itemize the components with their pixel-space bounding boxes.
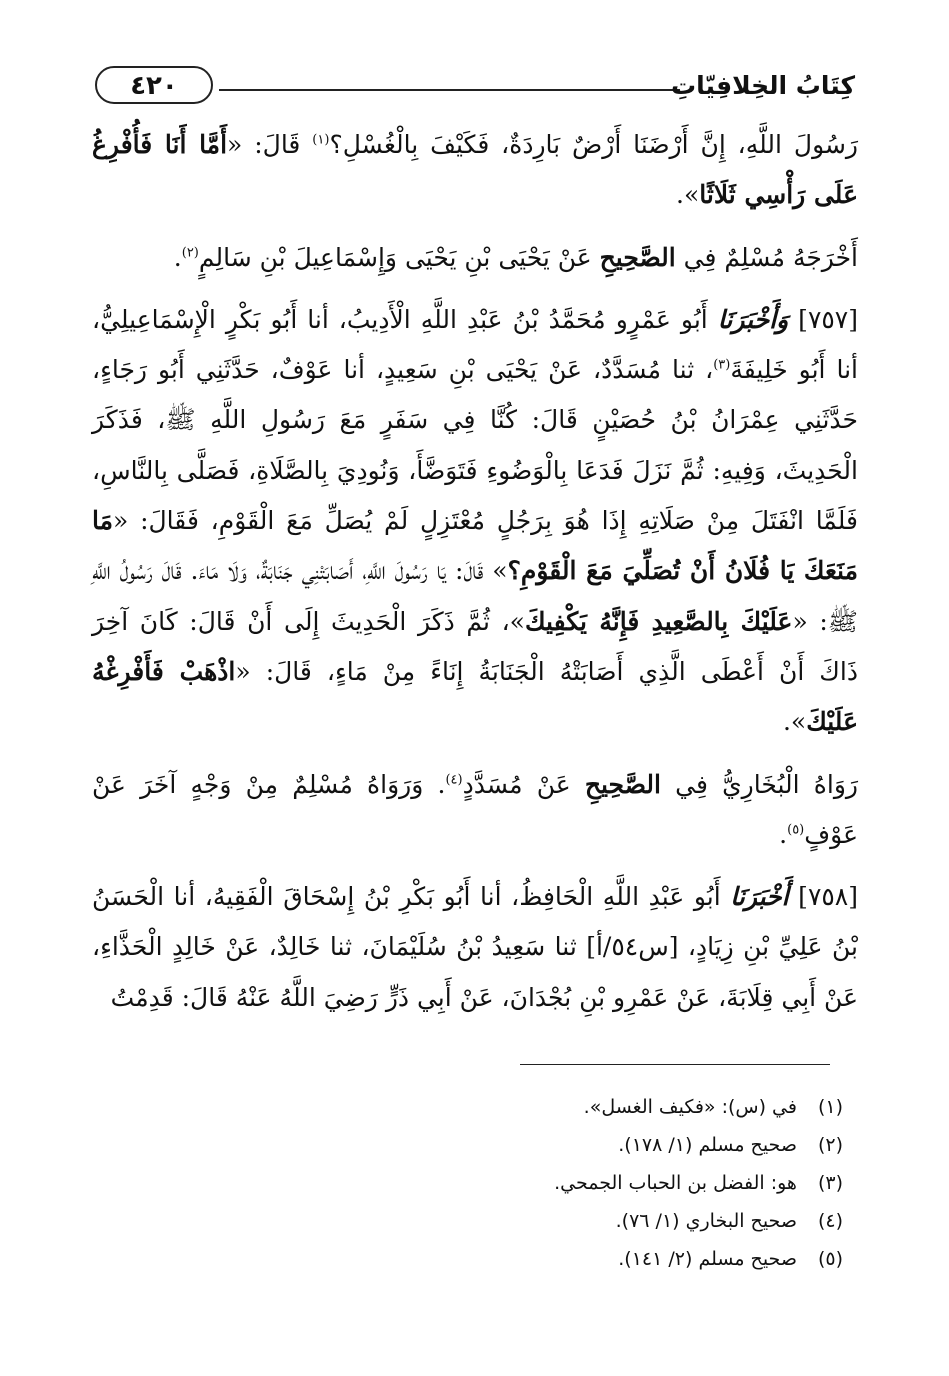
hadith-number: [٧٥٨] [788,882,858,912]
hadith-758 [92,872,858,1023]
text-run: رَسُولَ اللَّهِ، إِنَّ أَرْضَنَا أَرْضٌ بَارِدَةٌ، فَكَيْفَ بِالْغُسْلِ؟ [329,130,858,159]
text-run: ، ثنا مُسَدَّدٌ، عَنْ يَحْيَى بْنِ سَعِيدٍ، أنا عَوْفٌ، حَدَّثَنِي أَبُو رَجَاءٍ، حَدَّثَنِي عِمْرَانُ بْنُ حُصَيْنٍ قَالَ: كُنَّا فِي سَفَرٍ مَعَ رَسُولِ اللَّهِ ﷺ، فَذَكَرَ الْحَدِيثَ، وَفِيهِ: ثُمَّ نَزَلَ فَدَعَا بِالْوَضُوءِ فَتَوَضَّأَ، وَنُودِيَ بِالصَّلَاةِ، فَصَلَّى بِالنَّاسِ، فَلَمَّا انْفَتَلَ مِنْ صَلَاتِهِ إِذَا هُوَ بِرَجُلٍ مُعْتَزِلٍ لَمْ يُصَلِّ مَعَ الْقَوْمِ، فَقَالَ: « [92,355,858,536]
prophet-quote: مَا مَنَعَكَ يَا فُلَانُ أَنْ تُصَلِّيَ مَعَ الْقَوْمِ؟ [92,506,858,586]
footnote-ref: (٥) [787,822,805,838]
text-run: » قَالَ: يَا رَسُولَ اللَّهِ، أَصَابَتْنِي جَنَابَةٌ، وَلَا مَاءَ. قَالَ رَسُولُ اللَّهِ ﷺ: « [92,556,858,636]
text-run: . [173,242,182,272]
running-title: كِتَابُ الخِلافِيّاتِ [671,71,855,100]
text-run: عَنْ مُسَدَّدٍ [462,769,585,799]
footnotes [203,1088,843,1278]
footnote-number: (٣) [817,1172,843,1194]
footnote-item [203,1240,843,1278]
akhbarana-keyword: وَأَخْبَرَنَا [717,304,789,334]
text-run: أَخْرَجَهُ مُسْلِمٌ فِي [675,242,858,272]
text-run: »، ثُمَّ ذَكَرَ الْحَدِيثَ إِلَى أَنْ قَالَ: كَانَ آخِرَ ذَاكَ أَنْ أَعْطَى الَّذِي أَصَابَتْهُ الْجَنَابَةُ إِنَاءً مِنْ مَاءٍ، قَالَ: « [92,606,858,686]
footnote-ref: (٤) [445,772,463,788]
footnote-number: (٢) [817,1134,843,1156]
text-run: رَوَاهُ الْبُخَارِيُّ فِي [660,769,858,799]
footnote-ref: (٢) [181,245,199,261]
footnote-number: (٤) [817,1210,843,1232]
header-rule [219,89,680,91]
hadith-number: [٧٥٧] [788,304,858,334]
prophet-quote: أَمَّا أَنَا فَأُفْرِغُ عَلَى رَأْسِي ثَلَاثًا [92,130,858,210]
text-run: ». [676,180,700,210]
book-title: الصَّحِيحِ [584,769,661,799]
footnote-separator [520,1064,830,1065]
prophet-quote: عَلَيْكَ بِالصَّعِيدِ فَإِنَّهُ يَكْفِيكَ [524,606,793,636]
page-header [95,66,855,110]
main-text [92,120,858,1023]
footnote-ref: (٣) [713,357,731,373]
hadith-757 [92,295,858,748]
text-run: عَنْ يَحْيَى بْنِ يَحْيَى وَإِسْمَاعِيلَ بْنِ سَالِمٍ [198,242,600,272]
text-run: قَالَ: « [227,130,313,159]
footnote-item [203,1088,843,1126]
book-title: الصَّحِيحِ [599,242,676,272]
prophet-quote: اذْهَبْ فَأَفْرِغْهُ عَلَيْكَ [92,656,858,737]
page-number: ٤٢٠ [95,66,213,104]
akhbarana-keyword: أَخْبَرَنَا [730,882,789,912]
footnote-item [203,1126,843,1164]
text-run: . وَرَوَاهُ مُسْلِمٌ مِنْ وَجْهٍ آخَرَ عَنْ عَوْفٍ [92,769,858,849]
footnote-number: (٥) [817,1248,843,1270]
text-run: أَبُو عَبْدِ اللَّهِ الْحَافِظُ، أنا أَبُو بَكْرِ بْنُ إِسْحَاقَ الْفَقِيهُ، أنا الْحَسَنُ بْنُ عَلِيِّ بْنِ زِيَادٍ، [س٥٤/أ] ثنا سَعِيدُ بْنُ سُلَيْمَانَ، ثنا خَالِدٌ، عَنْ خَالِدٍ الْحَذَّاءِ، عَنْ أَبِي قِلَابَةَ، عَنْ عَمْرِو بْنِ بُجْدَانَ، عَنْ أَبِي ذَرٍّ رَضِيَ اللَّهُ عَنْهُ قَالَ: قَدِمْتُ [92,882,859,1012]
paragraph-1 [92,120,858,221]
footnote-text: صحيح مسلم (٢/ ١٤١). [618,1248,797,1270]
footnote-ref: (١) [312,132,330,148]
footnote-text: صحيح البخاري (١/ ٧٦). [615,1210,797,1232]
footnote-text: صحيح مسلم (١/ ١٧٨). [618,1134,797,1156]
footnote-item [203,1202,843,1240]
footnote-text: في (س): «فكيف الغسل». [583,1096,797,1118]
footnote-number: (١) [817,1096,843,1118]
text-run: . [779,819,788,849]
text-run: أَبُو عَمْرٍو مُحَمَّدُ بْنُ عَبْدِ اللَّهِ الْأَدِيبُ، أنا أَبُو بَكْرٍ الْإِسْمَاعِيلِيُّ، أنا أَبُو خَلِيفَةَ [92,304,858,385]
paragraph-4 [92,760,858,861]
footnote-item [203,1164,843,1202]
footnote-text: هو: الفضل بن الحباب الجمحي. [554,1172,797,1194]
text-run: ». [782,707,807,737]
paragraph-2 [92,233,858,283]
